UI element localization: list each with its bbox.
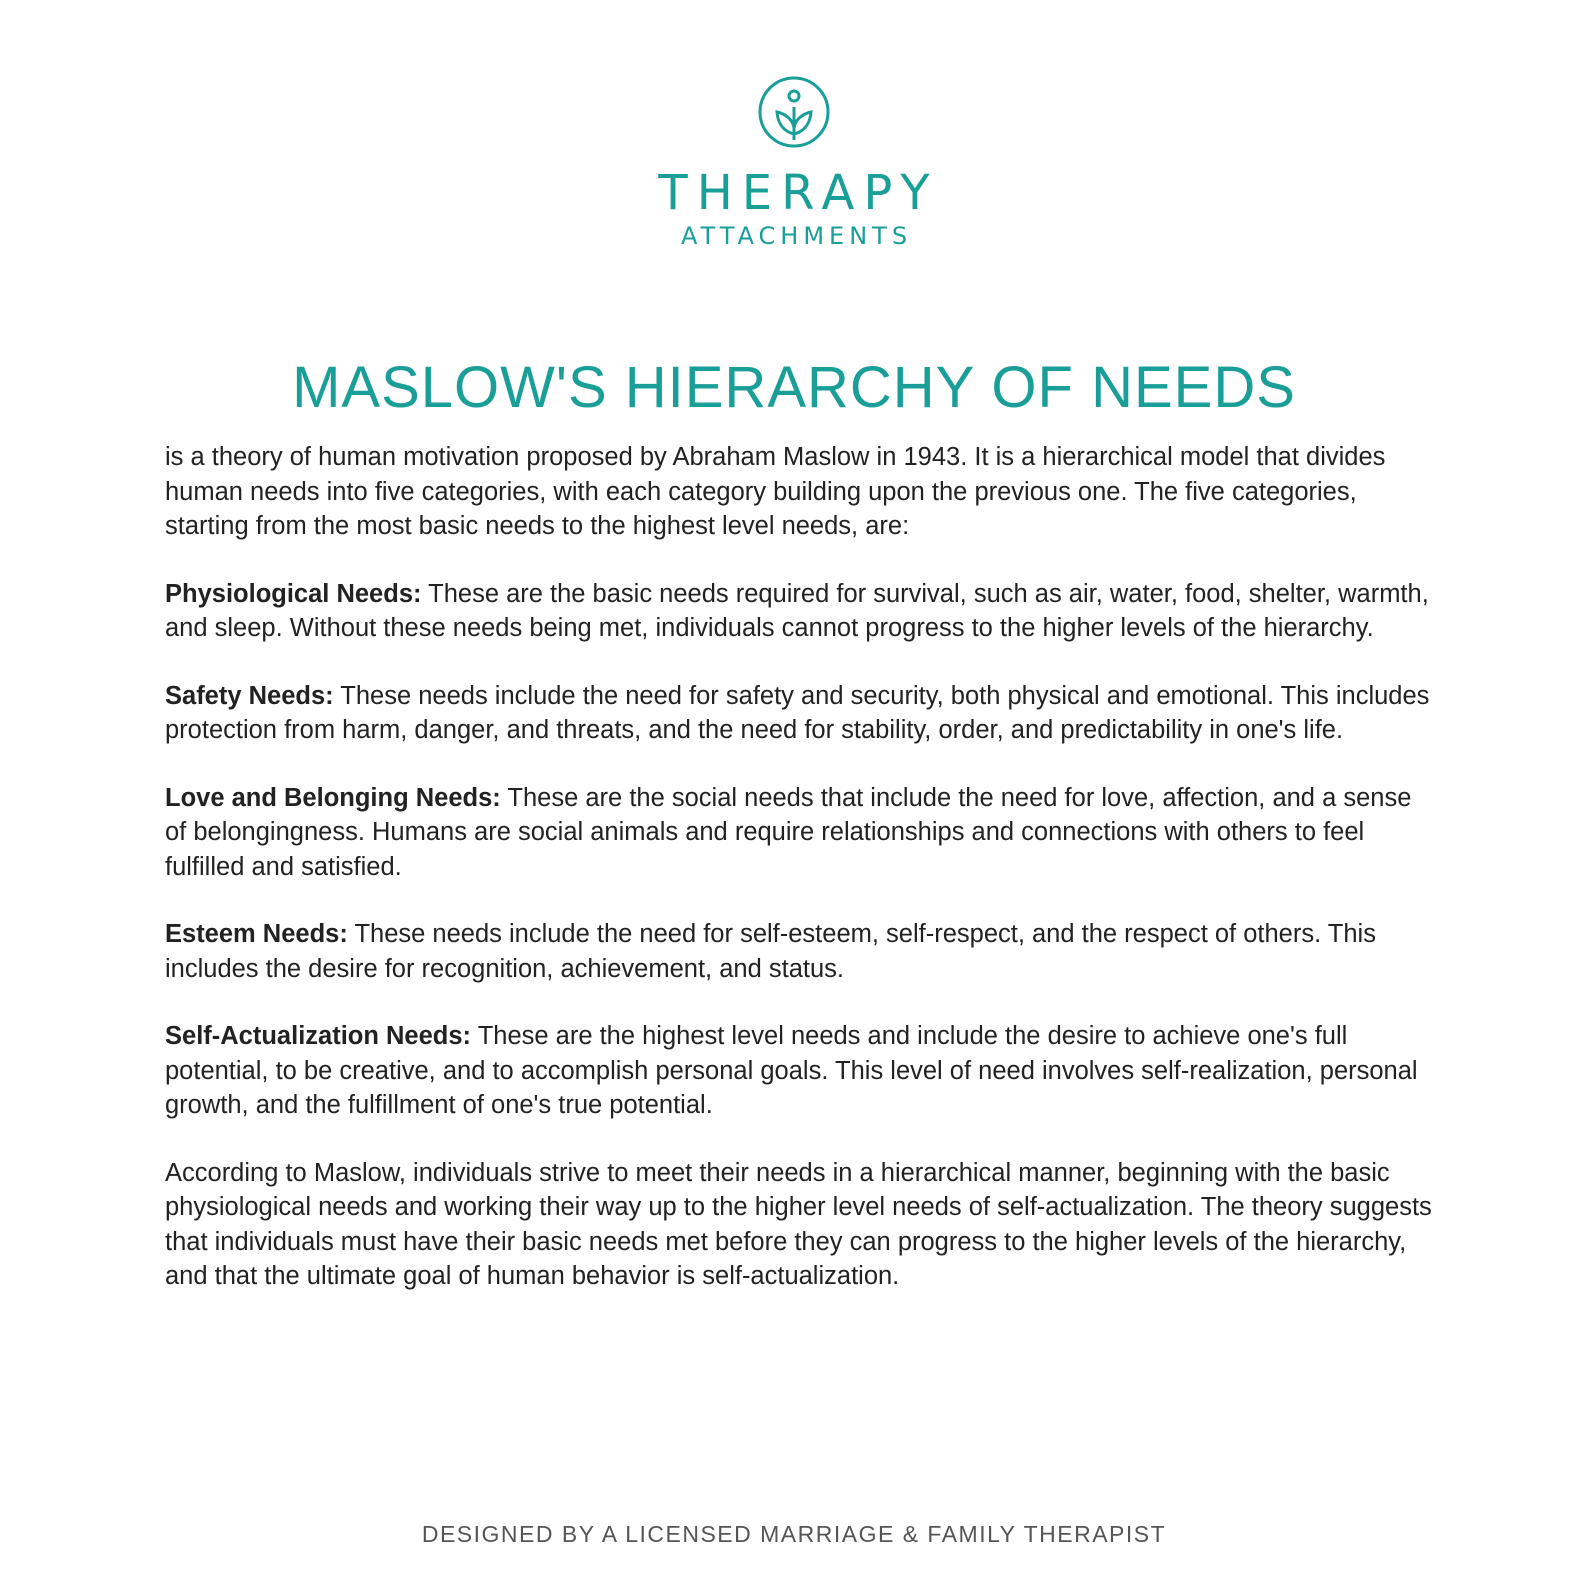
need-term: Love and Belonging Needs: [165,783,501,812]
article-body [165,440,1435,1327]
need-description: These needs include the need for safety and security, both physical and emotional. This includes protection from harm, danger, and threats, and the need for stability, order, and predictability in one's life. [165,681,1430,744]
need-self-actualization [165,1019,1435,1123]
need-description: These are the highest level needs and include the desire to achieve one's full potential, to be creative, and to accomplish personal goals. This level of need involves self-realization, personal growth, and the fulfillment of one's true potential. [165,1022,1418,1119]
need-description: These are the social needs that include the need for love, affection, and a sense of belongingness. Humans are social animals and require relationships and connections with others to feel fulfilled and satisfied. [165,783,1412,881]
intro-paragraph: is a theory of human motivation proposed by Abraham Maslow in 1943. It is a hierarchical model that divides human needs into five categories, with each category building upon the previous one. The five categories, starting from the most basic needs to the highest level needs, are: [165,443,1386,540]
brand-tagline: ATTACHMENTS [680,222,913,250]
need-term: Esteem Needs: [165,920,348,948]
need-term: Physiological Needs: [165,579,422,608]
person-sprout-circle-icon [756,74,832,150]
need-safety [165,679,1435,748]
need-description: These are the basic needs required for survival, such as air, water, food, shelter, warmth, and sleep. Without these needs being met, individuals cannot progress to the higher levels of the hierarchy. [165,579,1429,642]
need-description: These needs include the need for self-esteem, self-respect, and the respect of others. This includes the desire for recognition, achievement, and status. [165,920,1376,983]
need-love-belonging [165,781,1435,885]
brand-name: THERAPY [658,165,939,221]
conclusion-paragraph: According to Maslow, individuals strive to meet their needs in a hierarchical manner, beginning with the basic physiological needs and working their way up to the higher level needs of self-actualization. The theory suggests that individuals must have their basic needs met before they can progress to the higher levels of the hierarchy, and that the ultimate goal of human behavior is self-actualization. [165,1158,1432,1290]
page-title: MASLOW'S HIERARCHY OF NEEDS [292,355,1296,420]
need-term: Self-Actualization Needs: [165,1022,472,1050]
brand-logo [0,74,1588,250]
need-term: Safety Needs: [165,681,334,710]
need-physiological [165,577,1435,646]
footer-credit: DESIGNED BY A LICENSED MARRIAGE & FAMILY THERAPIST [421,1521,1167,1547]
need-esteem [165,917,1435,986]
